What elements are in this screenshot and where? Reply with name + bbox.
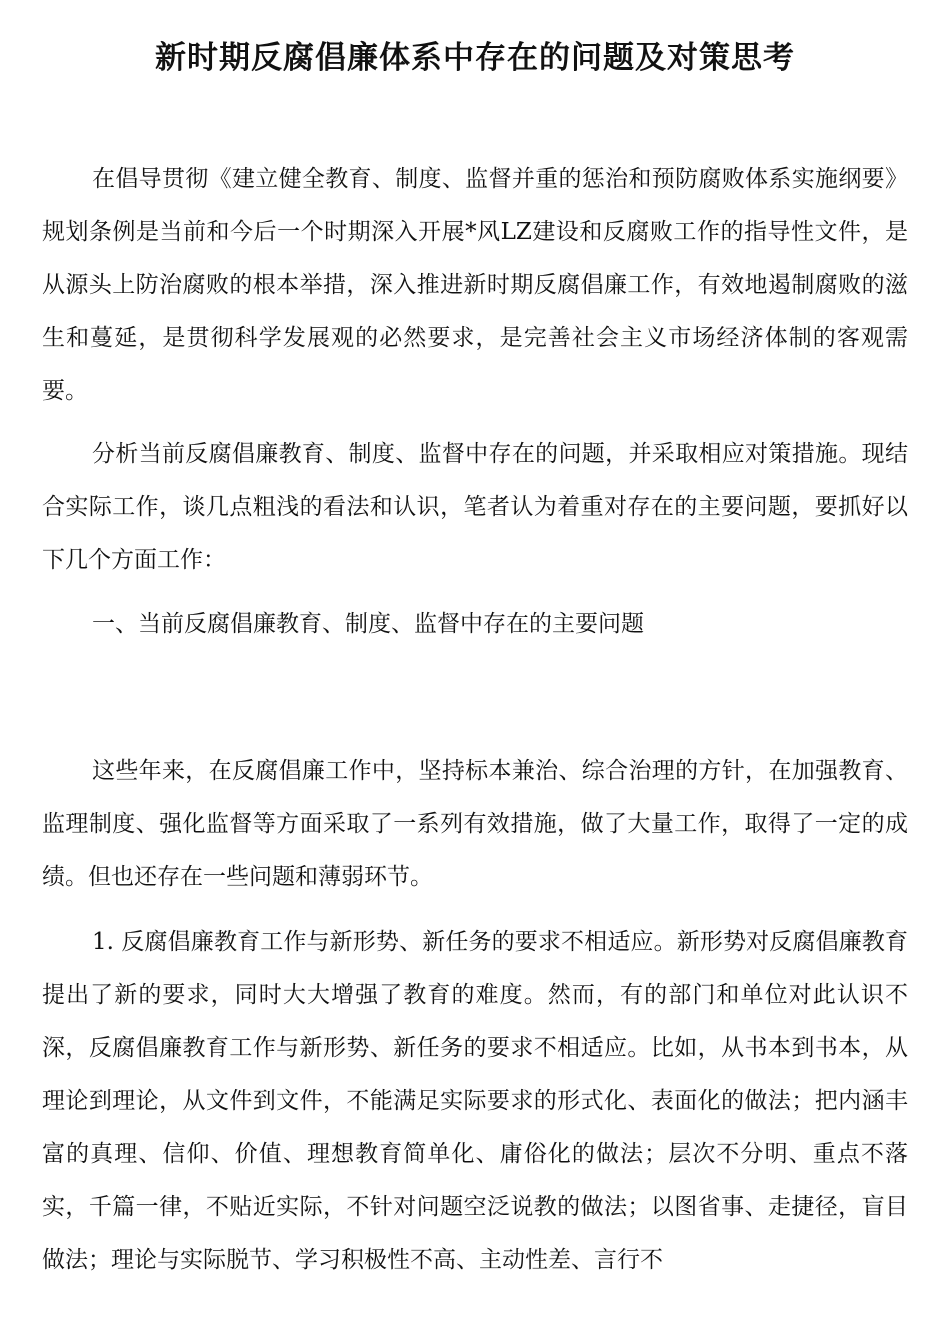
paragraph-intro: 在倡导贯彻《建立健全教育、制度、监督并重的惩治和预防腐败体系实施纲要》规划条例是当前和今后一个时期深入开展*风LZ建设和反腐败工作的指导性文件，是从源头上防治腐败的根本举措，深入推进新时期反腐倡廉工作，有效地遏制腐败的滋生和蔓延，是贯彻科学发展观的必然要求，是完善社会主义市场经济体制的客观需要。	[42, 166, 908, 404]
paragraph-point-1: 1. 反腐倡廉教育工作与新形势、新任务的要求不相适应。新形势对反腐倡廉教育提出了新的要求，同时大大增强了教育的难度。然而，有的部门和单位对此认识不深，反腐倡廉教育工作与新形势、新任务的要求不相适应。比如，从书本到书本，从理论到理论，从文件到文件，不能满足实际要求的形式化、表面化的做法；把内涵丰富的真理、信仰、价值、理想教育简单化、庸俗化的做法；层次不分明、重点不落实，千篇一律，不贴近实际，不针对问题空泛说教的做法；以图省事、走捷径，盲目做法；理论与实际脱节、学习积极性不高、主动性差、言行不	[42, 929, 908, 1273]
section-heading: 一、当前反腐倡廉教育、制度、监督中存在的主要问题	[92, 611, 644, 637]
paragraph-analysis: 分析当前反腐倡廉教育、制度、监督中存在的问题，并采取相应对策措施。现结合实际工作，谈几点粗浅的看法和认识，笔者认为着重对存在的主要问题，要抓好以下几个方面工作：	[42, 441, 908, 573]
paragraph-overview: 这些年来，在反腐倡廉工作中，坚持标本兼治、综合治理的方针，在加强教育、监理制度、强化监督等方面采取了一系列有效措施，做了大量工作，取得了一定的成绩。但也还存在一些问题和薄弱环节。	[42, 758, 908, 890]
document-title: 新时期反腐倡廉体系中存在的问题及对策思考	[155, 40, 795, 76]
